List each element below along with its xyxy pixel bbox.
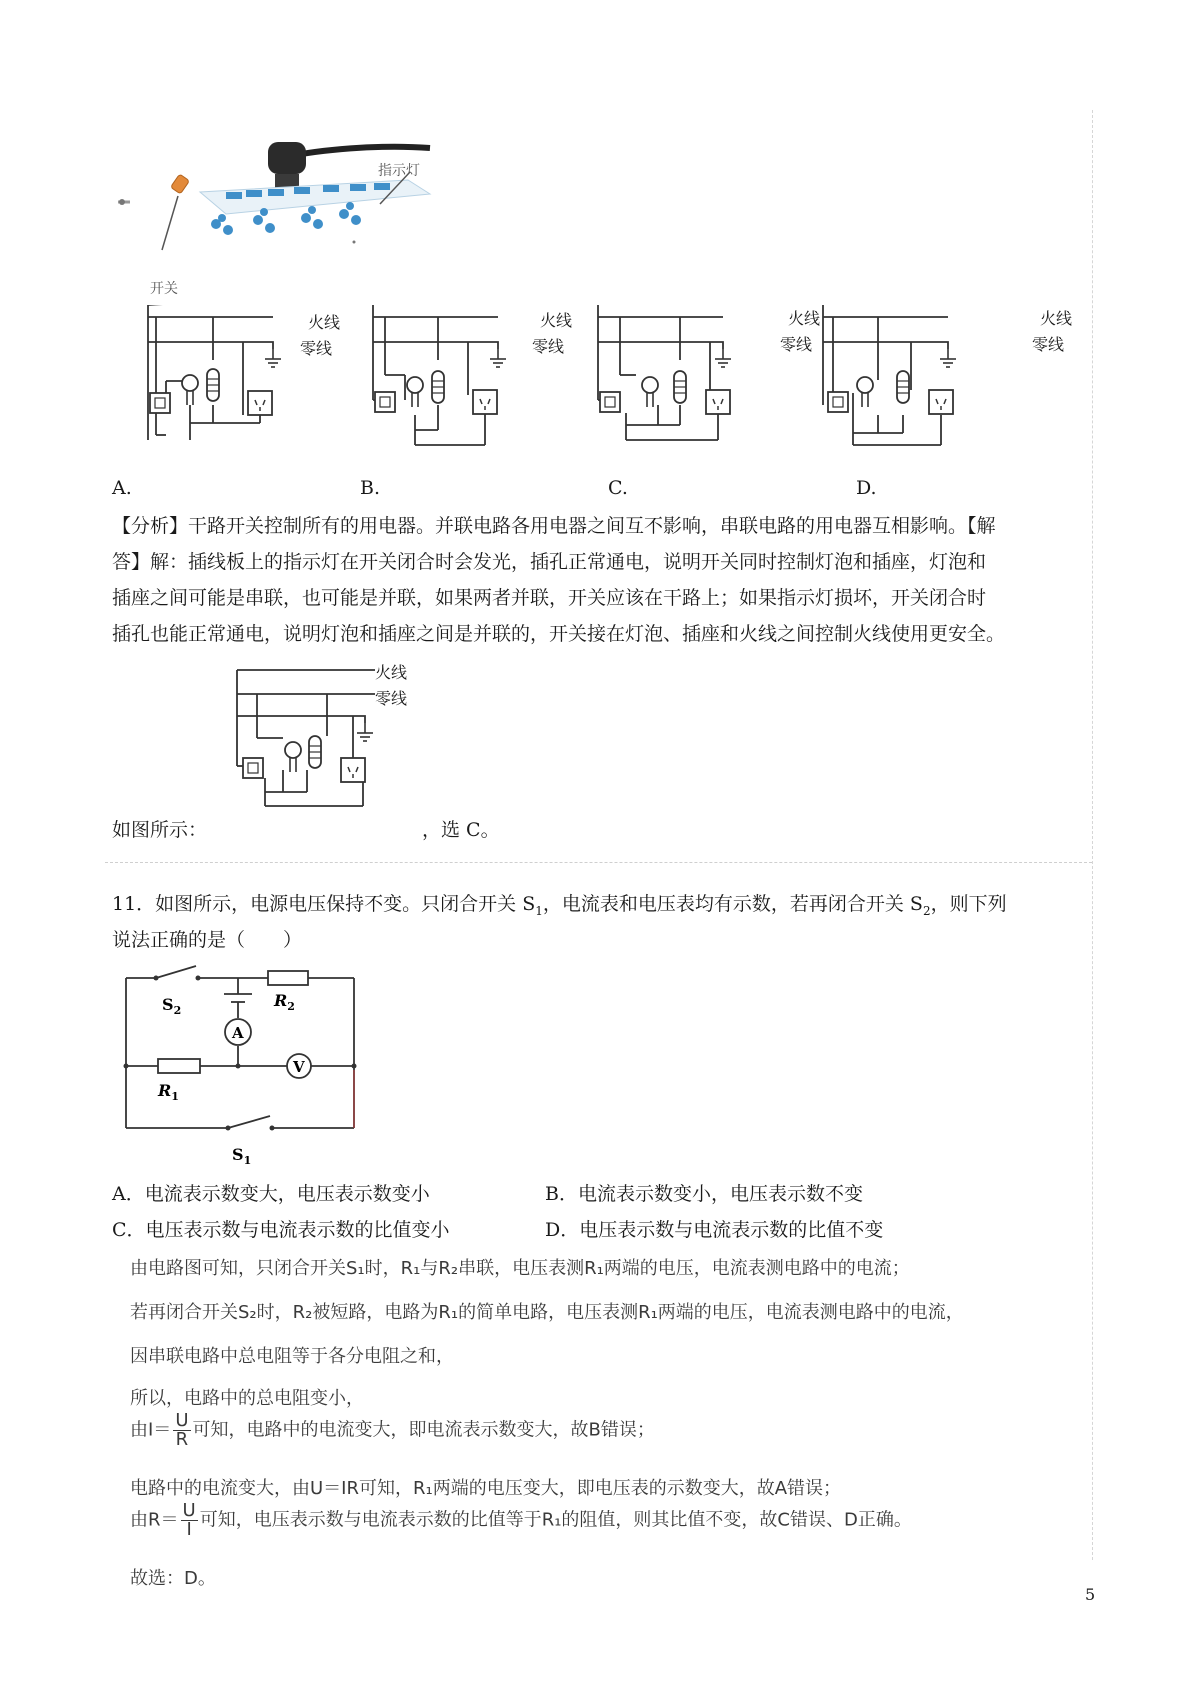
r1-label: $R_1$ — [158, 1081, 179, 1103]
answer-prefix: 如图所示： — [112, 819, 208, 841]
option-circuits — [108, 305, 1098, 495]
solution-line-1: 由电路图可知，只闭合开关S₁时，R₁与R₂串联，电压表测R₁两端的电压，电流表测电路中的电流； — [130, 1258, 910, 1279]
solution-line-3: 因串联电路中总电阻等于各分电阻之和， — [130, 1346, 454, 1367]
r2-label: $R_2$ — [274, 991, 295, 1013]
option-d-label: D. — [856, 477, 877, 499]
question-separator — [105, 862, 1092, 863]
frac-num: U — [175, 1410, 189, 1431]
analysis-line-3: 插座之间可能是串联，也可能是并联，如果两者并联，开关应该在干路上；如果指示灯损坏，开关闭合时 — [112, 587, 987, 609]
power-strip-photo — [118, 132, 448, 297]
s1-label: $S_1$ — [232, 1145, 252, 1165]
q11-stem-b: ，电流表和电压表均有示数，若再闭合开关 S — [542, 893, 923, 915]
option-b-label: B. — [360, 477, 381, 499]
q11-stem-line-2: 说法正确的是（ ） — [112, 929, 303, 951]
live-label-d: 火线 — [1040, 309, 1073, 328]
q11-sub-2: 2 — [922, 903, 931, 918]
neutral-label-b: 零线 — [532, 337, 565, 356]
switch-label: 开关 — [150, 281, 178, 297]
option-c-label: C. — [608, 477, 628, 499]
neutral-label-a: 零线 — [300, 339, 333, 358]
q11-stem-a: 11．如图所示，电源电压保持不变。只闭合开关 S — [112, 893, 536, 915]
solution-line-8: 故选：D。 — [130, 1568, 216, 1589]
solution-line-2: 若再闭合开关S₂时，R₂被短路，电路为R₁的简单电路，电压表测R₁两端的电压，电流表测电路中的电流， — [130, 1302, 964, 1323]
q11-sub-1: 1 — [535, 903, 543, 918]
neutral-label-d: 零线 — [1032, 335, 1065, 354]
fraction-u-over-i — [181, 1502, 198, 1539]
live-label-a: 火线 — [308, 313, 341, 332]
q11-option-c: C．电压表示数与电流表示数的比值变小 — [112, 1219, 450, 1241]
q11-option-b: B．电流表示数变小，电压表示数不变 — [545, 1183, 863, 1205]
sol7-a: 由R＝ — [130, 1509, 179, 1531]
s2-label: $S_2$ — [162, 995, 182, 1017]
q11-option-d: D．电压表示数与电流表示数的比值不变 — [545, 1219, 884, 1241]
answer-live-label: 火线 — [375, 663, 408, 682]
ammeter-label: A — [232, 1024, 244, 1042]
voltmeter-label: V — [293, 1058, 305, 1076]
frac-num-2: U — [182, 1500, 196, 1521]
live-label-b: 火线 — [540, 311, 573, 330]
neutral-label-c: 零线 — [780, 335, 813, 354]
frac-den: R — [175, 1429, 189, 1450]
option-a-label: A. — [112, 477, 132, 499]
sol5-a: 由I＝ — [130, 1419, 172, 1441]
solution-line-6: 电路中的电流变大，由U＝IR可知，R₁两端的电压变大，即电压表的示数变大，故A错误； — [130, 1478, 842, 1499]
analysis-line-2: 答】解：插线板上的指示灯在开关闭合时会发光，插孔正常通电，说明开关同时控制灯泡和插座，灯泡和 — [112, 551, 987, 573]
page-number: 5 — [1085, 1585, 1096, 1604]
analysis-line-4: 插孔也能正常通电，说明灯泡和插座之间是并联的，开关接在灯泡、插座和火线之间控制火线使用更安全。 — [112, 623, 1006, 645]
live-label-c: 火线 — [788, 309, 821, 328]
sol5-b: 可知，电路中的电流变大，即电流表示数变大，故B错误； — [192, 1419, 655, 1441]
answer-suffix: ，选 C。 — [422, 819, 500, 841]
answer-neutral-label: 零线 — [375, 689, 408, 708]
fraction-u-over-r — [173, 1412, 190, 1449]
q11-option-a: A．电流表示数变大，电压表示数变小 — [112, 1183, 430, 1205]
sol7-b: 可知，电压表示数与电流表示数的比值等于R₁的阻值，则其比值不变，故C错误、D正确。 — [199, 1509, 912, 1531]
solution-line-4: 所以，电路中的总电阻变小， — [130, 1388, 364, 1409]
q11-circuit — [118, 960, 368, 1165]
q11-stem-c: ，则下列 — [930, 893, 1007, 915]
frac-den-2: I — [186, 1519, 192, 1540]
analysis-line-1: 【分析】干路开关控制所有的用电器。并联电路各用电器之间互不影响，串联电路的用电器互相影响。【解 — [112, 515, 996, 537]
solution-line-5 — [130, 1412, 655, 1449]
solution-line-7 — [130, 1502, 912, 1539]
indicator-light-label: 指示灯 — [378, 163, 420, 179]
